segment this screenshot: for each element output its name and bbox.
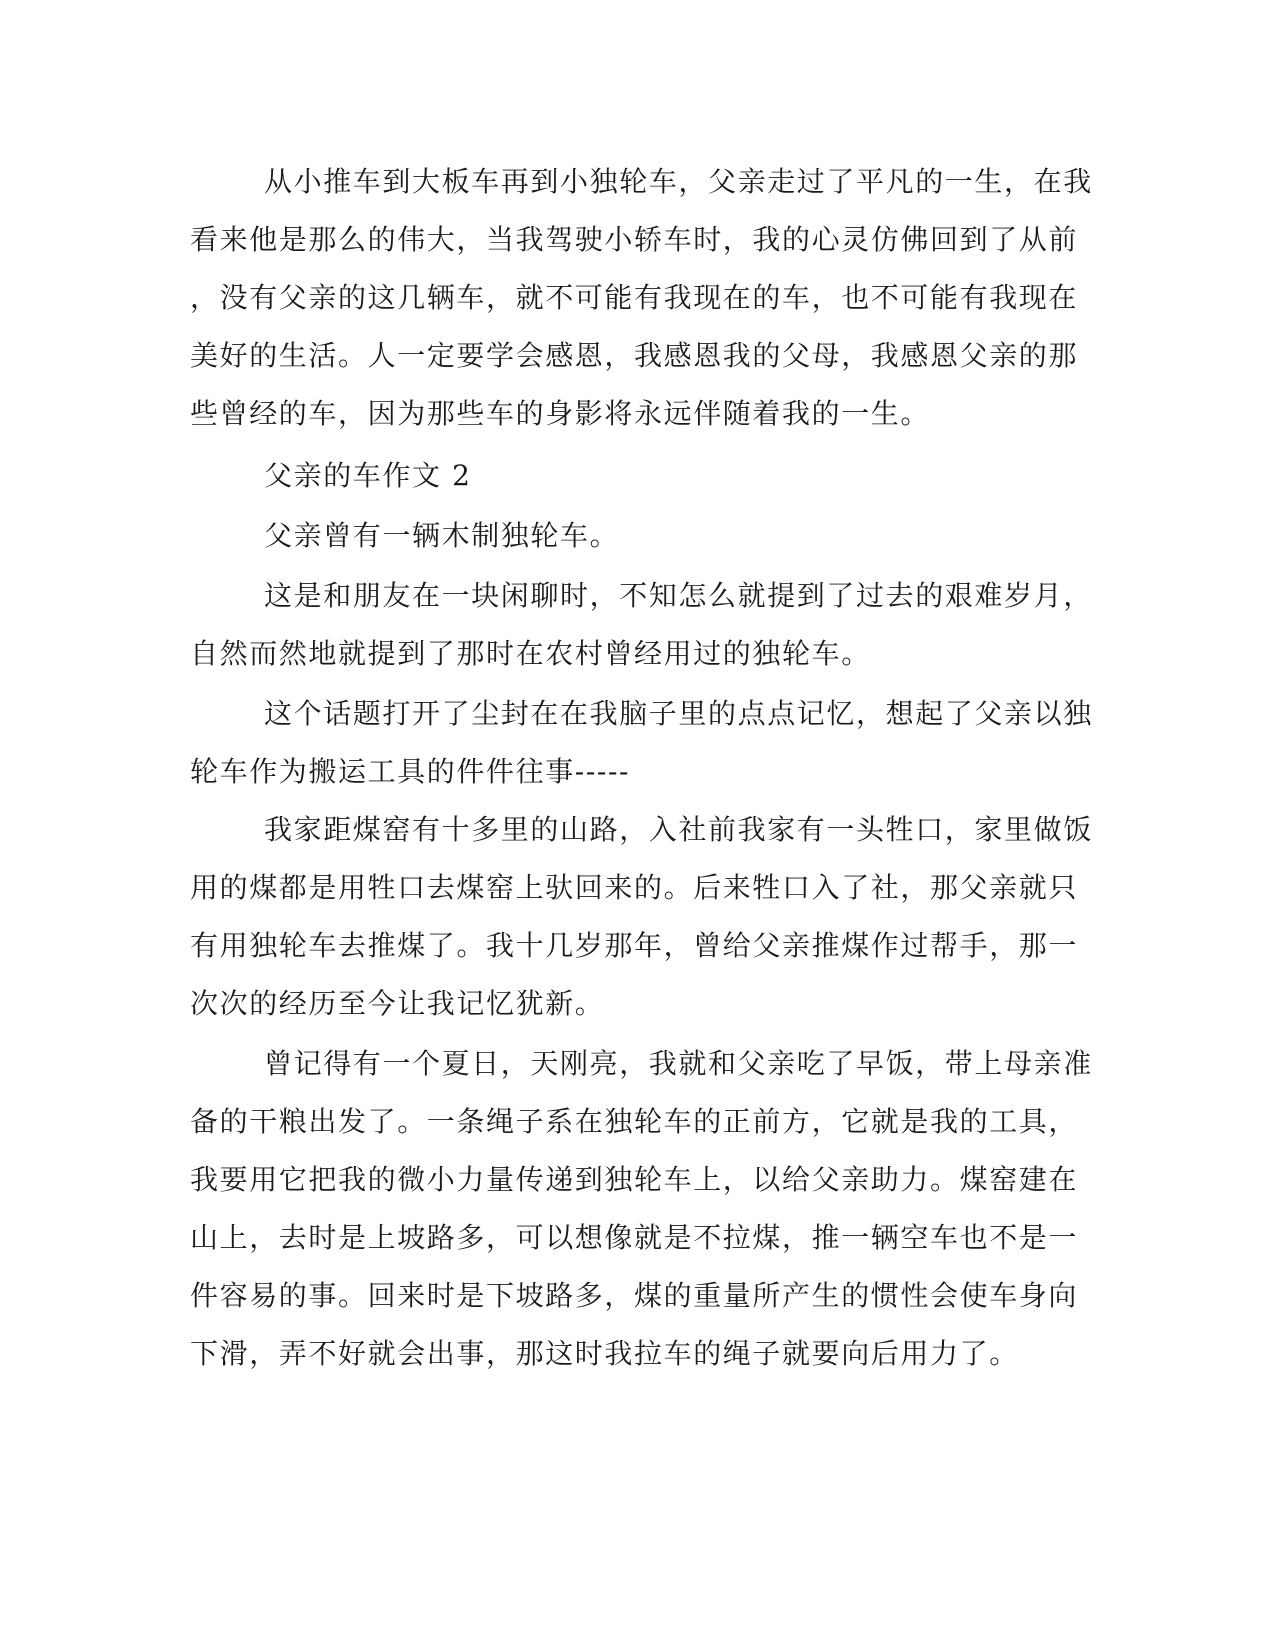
paragraph-line: 曾记得有一个夏日，天刚亮，我就和父亲吃了早饭，带上母亲准 — [264, 1047, 1093, 1080]
paragraph-line: 有用独轮车去推煤了。我十几岁那年，曾给父亲推煤作过帮手，那一 — [190, 929, 1079, 962]
paragraph-line: 山上，去时是上坡路多，可以想像就是不拉煤，推一辆空车也不是一 — [190, 1221, 1079, 1254]
paragraph-line: 轮车作为搬运工具的件件往事----- — [190, 755, 631, 788]
paragraph-line: 美好的生活。人一定要学会感恩，我感恩我的父母，我感恩父亲的那 — [190, 339, 1079, 372]
paragraph-line: 看来他是那么的伟大，当我驾驶小轿车时，我的心灵仿佛回到了从前 — [190, 223, 1079, 256]
section-heading: 父亲的车作文 2 — [264, 459, 472, 492]
paragraph-line: 次次的经历至今让我记忆犹新。 — [190, 987, 605, 1020]
paragraph-line: 些曾经的车，因为那些车的身影将永远伴随着我的一生。 — [190, 397, 931, 430]
paragraph-line: ，没有父亲的这几辆车，就不可能有我现在的车，也不可能有我现在 — [190, 281, 1079, 314]
paragraph-line: 用的煤都是用牲口去煤窑上驮回来的。后来牲口入了社，那父亲就只 — [190, 871, 1079, 904]
paragraph-line: 自然而然地就提到了那时在农村曾经用过的独轮车。 — [190, 637, 871, 670]
paragraph-line: 我要用它把我的微小力量传递到独轮车上，以给父亲助力。煤窑建在 — [190, 1163, 1079, 1196]
paragraph-line: 备的干粮出发了。一条绳子系在独轮车的正前方，它就是我的工具， — [190, 1105, 1079, 1138]
paragraph-line: 这个话题打开了尘封在在我脑子里的点点记忆，想起了父亲以独 — [264, 697, 1093, 730]
paragraph-line: 从小推车到大板车再到小独轮车，父亲走过了平凡的一生，在我 — [264, 165, 1093, 198]
paragraph-line: 件容易的事。回来时是下坡路多，煤的重量所产生的惯性会使车身向 — [190, 1279, 1079, 1312]
paragraph-line: 父亲曾有一辆木制独轮车。 — [264, 519, 620, 552]
paragraph-line: 下滑，弄不好就会出事，那这时我拉车的绳子就要向后用力了。 — [190, 1337, 1019, 1370]
paragraph-line: 我家距煤窑有十多里的山路，入社前我家有一头牲口，家里做饭 — [264, 813, 1093, 846]
paragraph-line: 这是和朋友在一块闲聊时，不知怎么就提到了过去的艰难岁月， — [264, 579, 1093, 612]
